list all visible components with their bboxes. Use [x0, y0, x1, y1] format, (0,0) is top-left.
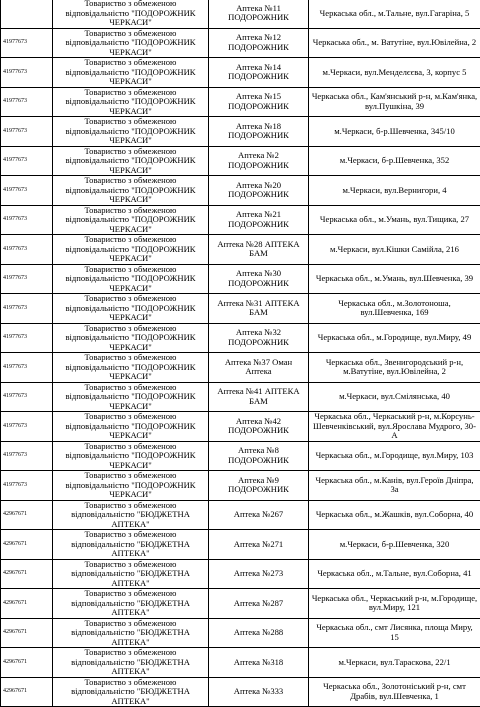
edrpou-code-cell: 41977673 [1, 441, 53, 471]
address-cell: м.Черкаси, б-р.Шевченка, 352 [309, 146, 480, 176]
table-row [1, 441, 480, 471]
pharmacy-name-cell: Аптека №15 ПОДОРОЖНИК [209, 87, 309, 117]
address-cell: Черкаська обл., м.Золотоноша, вул.Шевченка, 169 [309, 294, 480, 324]
pharmacy-name-cell: Аптека №28 АПТЕКА БАМ [209, 235, 309, 265]
pharmacy-name-cell: Аптека №21 ПОДОРОЖНИК [209, 205, 309, 235]
edrpou-code-cell: 41977673 [1, 353, 53, 383]
pharmacy-name-cell: Аптека №267 [209, 500, 309, 530]
address-cell: Черкаська обл., м.Жашків, вул.Соборна, 40 [309, 500, 480, 530]
table-row [1, 677, 480, 707]
address-cell: м.Черкаси, вул.Вернигори, 4 [309, 176, 480, 206]
address-cell: Черкаська обл., м.Канів, вул.Героїв Дніпра, 3а [309, 471, 480, 501]
edrpou-code-cell: 42967671 [1, 530, 53, 560]
company-name-cell: Товариство з обмеженою відповідальністю "ПОДОРОЖНИК ЧЕРКАСИ" [53, 176, 209, 206]
pharmacy-name-cell: Аптека №18 ПОДОРОЖНИК [209, 117, 309, 147]
pharmacy-name-cell: Аптека №12 ПОДОРОЖНИК [209, 28, 309, 58]
address-cell: м.Черкаси, вул.Менделєєва, 3, корпус 5 [309, 58, 480, 88]
edrpou-code-cell: 41977673 [1, 205, 53, 235]
edrpou-code-cell: 41977673 [1, 264, 53, 294]
company-name-cell: Товариство з обмеженою відповідальністю "ПОДОРОЖНИК ЧЕРКАСИ" [53, 28, 209, 58]
table-row [1, 559, 480, 589]
table-row [1, 323, 480, 353]
edrpou-code-cell: 41977673 [1, 28, 53, 58]
edrpou-code-cell: 42967671 [1, 559, 53, 589]
edrpou-code-cell: 41977673 [1, 176, 53, 206]
address-cell: Черкаська обл., м. Ватутіне, вул.Ювілейна, 2 [309, 28, 480, 58]
company-name-cell: Товариство з обмеженою відповідальністю "ПОДОРОЖНИК ЧЕРКАСИ" [53, 412, 209, 442]
table-row [1, 589, 480, 619]
edrpou-code-cell: 42967671 [1, 500, 53, 530]
pharmacy-name-cell: Аптека №20 ПОДОРОЖНИК [209, 176, 309, 206]
table-row [1, 58, 480, 88]
edrpou-code-cell: 41977673 [1, 323, 53, 353]
company-name-cell: Товариство з обмеженою відповідальністю "ПОДОРОЖНИК ЧЕРКАСИ" [53, 117, 209, 147]
address-cell: Черкаська обл., Кам'янський р-н, м.Кам'янка, вул.Пушкіна, 39 [309, 87, 480, 117]
table-row [1, 412, 480, 442]
company-name-cell: Товариство з обмеженою відповідальністю "ПОДОРОЖНИК ЧЕРКАСИ" [53, 0, 209, 28]
edrpou-code-cell: 42967671 [1, 677, 53, 707]
pharmacy-name-cell: Аптека №2 ПОДОРОЖНИК [209, 146, 309, 176]
address-cell: Черкаська обл., Звенигородський р-н, м.Ватутіне, вул.Ювілейна, 2 [309, 353, 480, 383]
pharmacy-name-cell: Аптека №14 ПОДОРОЖНИК [209, 58, 309, 88]
table-row [1, 0, 480, 28]
address-cell: м.Черкаси, б-р.Шевченка, 345/10 [309, 117, 480, 147]
address-cell: Черкаська обл., смт Лисянка, площа Миру, 15 [309, 618, 480, 648]
table-row [1, 205, 480, 235]
address-cell: м.Черкаси, б-р.Шевченка, 320 [309, 530, 480, 560]
pharmacy-name-cell: Аптека №32 ПОДОРОЖНИК [209, 323, 309, 353]
address-cell: Черкаська обл., Черкаський р-н, м.Корсунь-Шевченківський, вул.Ярослава Мудрого, 30-А [309, 412, 480, 442]
pharmacy-name-cell: Аптека №288 [209, 618, 309, 648]
edrpou-code-cell: 41977673 [1, 58, 53, 88]
pharmacy-name-cell: Аптека №271 [209, 530, 309, 560]
edrpou-code-cell: 42967671 [1, 589, 53, 619]
pharmacy-name-cell: Аптека №333 [209, 677, 309, 707]
company-name-cell: Товариство з обмеженою відповідальністю "ПОДОРОЖНИК ЧЕРКАСИ" [53, 58, 209, 88]
company-name-cell: Товариство з обмеженою відповідальністю "ПОДОРОЖНИК ЧЕРКАСИ" [53, 353, 209, 383]
table-body [1, 0, 480, 707]
company-name-cell: Товариство з обмеженою відповідальністю "ПОДОРОЖНИК ЧЕРКАСИ" [53, 441, 209, 471]
address-cell: м.Черкаси, вул.Кішки Самійла, 216 [309, 235, 480, 265]
company-name-cell: Товариство з обмеженою відповідальністю "БЮДЖЕТНА АПТЕКА" [53, 589, 209, 619]
company-name-cell: Товариство з обмеженою відповідальністю "ПОДОРОЖНИК ЧЕРКАСИ" [53, 382, 209, 412]
table-row [1, 471, 480, 501]
address-cell: Черкаська обл., м.Тальне, вул.Гагаріна, 5 [309, 0, 480, 28]
company-name-cell: Товариство з обмеженою відповідальністю "ПОДОРОЖНИК ЧЕРКАСИ" [53, 264, 209, 294]
pharmacy-name-cell: Аптека №8 ПОДОРОЖНИК [209, 441, 309, 471]
address-cell: Черкаська обл., Золотоніський р-н, смт Драбів, вул.Шевченка, 1 [309, 677, 480, 707]
company-name-cell: Товариство з обмеженою відповідальністю "БЮДЖЕТНА АПТЕКА" [53, 677, 209, 707]
company-name-cell: Товариство з обмеженою відповідальністю "ПОДОРОЖНИК ЧЕРКАСИ" [53, 323, 209, 353]
table-row [1, 28, 480, 58]
table-row [1, 382, 480, 412]
address-cell: Черкаська обл., м.Городище, вул.Миру, 103 [309, 441, 480, 471]
company-name-cell: Товариство з обмеженою відповідальністю "БЮДЖЕТНА АПТЕКА" [53, 530, 209, 560]
table-row [1, 117, 480, 147]
company-name-cell: Товариство з обмеженою відповідальністю "ПОДОРОЖНИК ЧЕРКАСИ" [53, 205, 209, 235]
address-cell: м.Черкаси, вул.Тараскова, 22/1 [309, 648, 480, 678]
address-cell: Черкаська обл., м.Умань, вул.Тищика, 27 [309, 205, 480, 235]
address-cell: Черкаська обл., Черкаський р-н, м.Городище, вул.Миру, 121 [309, 589, 480, 619]
company-name-cell: Товариство з обмеженою відповідальністю "БЮДЖЕТНА АПТЕКА" [53, 648, 209, 678]
edrpou-code-cell: 41977673 [1, 471, 53, 501]
edrpou-code-cell: 41977673 [1, 146, 53, 176]
table-row [1, 294, 480, 324]
pharmacy-name-cell: Аптека №30 ПОДОРОЖНИК [209, 264, 309, 294]
table-row [1, 235, 480, 265]
company-name-cell: Товариство з обмеженою відповідальністю "ПОДОРОЖНИК ЧЕРКАСИ" [53, 235, 209, 265]
table-row [1, 264, 480, 294]
edrpou-code-cell: 41977673 [1, 294, 53, 324]
edrpou-code-cell: 41977673 [1, 235, 53, 265]
company-name-cell: Товариство з обмеженою відповідальністю "БЮДЖЕТНА АПТЕКА" [53, 559, 209, 589]
table-row [1, 176, 480, 206]
company-name-cell: Товариство з обмеженою відповідальністю "БЮДЖЕТНА АПТЕКА" [53, 500, 209, 530]
table-row [1, 530, 480, 560]
company-name-cell: Товариство з обмеженою відповідальністю "ПОДОРОЖНИК ЧЕРКАСИ" [53, 294, 209, 324]
table-row [1, 146, 480, 176]
pharmacy-name-cell: Аптека №9 ПОДОРОЖНИК [209, 471, 309, 501]
table-row [1, 648, 480, 678]
address-cell: Черкаська обл., м.Городище, вул.Миру, 49 [309, 323, 480, 353]
edrpou-code-cell: 41977673 [1, 87, 53, 117]
pharmacy-name-cell: Аптека №287 [209, 589, 309, 619]
edrpou-code-cell [1, 0, 53, 28]
table-row [1, 353, 480, 383]
company-name-cell: Товариство з обмеженою відповідальністю "ПОДОРОЖНИК ЧЕРКАСИ" [53, 471, 209, 501]
pharmacy-name-cell: Аптека №11 ПОДОРОЖНИК [209, 0, 309, 28]
pharmacy-name-cell: Аптека №273 [209, 559, 309, 589]
edrpou-code-cell: 42967671 [1, 648, 53, 678]
company-name-cell: Товариство з обмеженою відповідальністю "БЮДЖЕТНА АПТЕКА" [53, 618, 209, 648]
pharmacy-name-cell: Аптека №42 ПОДОРОЖНИК [209, 412, 309, 442]
table-row [1, 618, 480, 648]
pharmacy-name-cell: Аптека №318 [209, 648, 309, 678]
address-cell: Черкаська обл., м.Умань, вул.Шевченка, 39 [309, 264, 480, 294]
pharmacy-name-cell: Аптека №37 Оман Аптека [209, 353, 309, 383]
edrpou-code-cell: 41977673 [1, 117, 53, 147]
company-name-cell: Товариство з обмеженою відповідальністю "ПОДОРОЖНИК ЧЕРКАСИ" [53, 146, 209, 176]
edrpou-code-cell: 41977673 [1, 382, 53, 412]
edrpou-code-cell: 42967671 [1, 618, 53, 648]
address-cell: Черкаська обл., м.Тальне, вул.Соборна, 41 [309, 559, 480, 589]
pharmacy-name-cell: Аптека №31 АПТЕКА БАМ [209, 294, 309, 324]
table-row [1, 87, 480, 117]
table-row [1, 500, 480, 530]
pharmacy-name-cell: Аптека №41 АПТЕКА БАМ [209, 382, 309, 412]
edrpou-code-cell: 41977673 [1, 412, 53, 442]
company-name-cell: Товариство з обмеженою відповідальністю "ПОДОРОЖНИК ЧЕРКАСИ" [53, 87, 209, 117]
address-cell: м.Черкаси, вул.Смілянська, 40 [309, 382, 480, 412]
